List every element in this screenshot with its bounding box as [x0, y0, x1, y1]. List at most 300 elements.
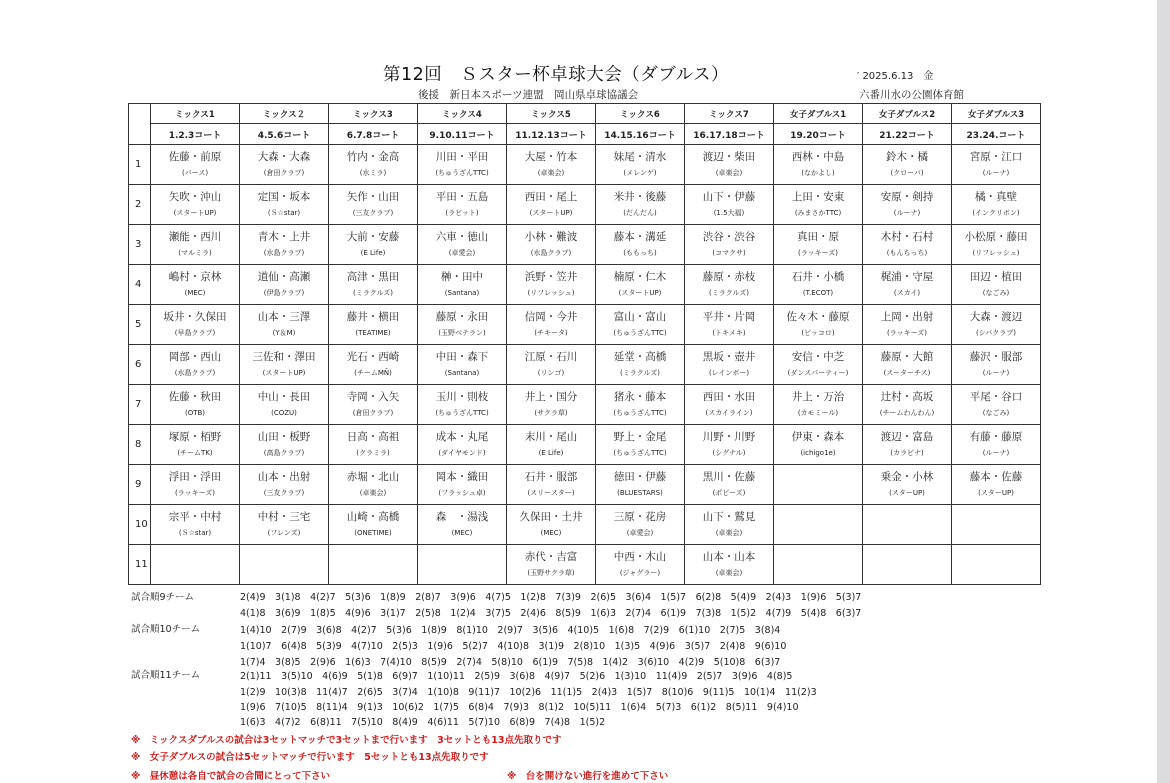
- club-name: (インクリボン): [972, 209, 1020, 217]
- player-pair: 山本・三澤: [257, 311, 311, 323]
- pair-cell: [952, 465, 1041, 505]
- club-name: (MEC): [451, 529, 473, 537]
- pair-cell: [329, 545, 418, 585]
- pair-cell: [240, 145, 329, 185]
- pair-cell: [151, 545, 240, 585]
- pair-cell: [507, 345, 596, 385]
- pair-cell: [240, 505, 329, 545]
- order-line: 1(7)4 3(8)5 2(9)6 1(6)3 7(4)10 8(5)9 2(7)4 5(8)10 6(1)9 7(5)8 1(4)2 3(6)10 4(2)9 5(10)8 6(3)7: [240, 657, 781, 668]
- pair-cell: [418, 425, 507, 465]
- pair-cell: [863, 425, 952, 465]
- player-pair: 野上・金尾: [613, 431, 667, 443]
- table-row: [129, 305, 1041, 345]
- pair-cell: [418, 545, 507, 585]
- pair-cell: [418, 465, 507, 505]
- pair-cell: [863, 265, 952, 305]
- column-header: ミックス6: [596, 104, 685, 124]
- club-name: (スカイライン): [705, 409, 753, 417]
- player-pair: 中田・森下: [435, 351, 489, 363]
- order-line: 1(6)3 4(7)2 6(8)11 7(5)10 8(4)9 4(6)11 5(7)10 6(8)9 7(4)8 1(5)2: [240, 717, 606, 728]
- club-name: (三友クラブ): [263, 489, 305, 497]
- club-name: (卓楽会): [715, 569, 743, 577]
- pair-cell: [952, 345, 1041, 385]
- player-pair: 楠原・仁木: [613, 271, 667, 283]
- pair-cell: [685, 385, 774, 425]
- order-label-10: 試合順10チーム: [131, 624, 201, 635]
- column-header: ミックス3: [329, 104, 418, 124]
- club-name: (カモミール): [797, 409, 839, 417]
- player-pair: 川田・平田: [435, 151, 489, 163]
- pair-cell: [418, 305, 507, 345]
- player-pair: 宗平・中村: [168, 511, 222, 523]
- player-pair: 井上・万治: [791, 391, 845, 403]
- pair-cell: [329, 385, 418, 425]
- pair-cell: [863, 505, 952, 545]
- table-row: [129, 545, 1041, 585]
- club-name: (伊島クラブ): [263, 289, 305, 297]
- club-name: (COZU): [271, 409, 297, 417]
- club-name: (倉田クラブ): [263, 169, 305, 177]
- pair-cell: [240, 305, 329, 345]
- player-pair: 伊東・森本: [791, 431, 845, 443]
- player-pair: 高津・黒田: [346, 271, 400, 283]
- club-name: (メレンゲ): [623, 169, 657, 177]
- pair-cell: [685, 225, 774, 265]
- pair-cell: [863, 465, 952, 505]
- player-pair: 小林・難波: [524, 231, 578, 243]
- club-name: (なごみ): [982, 409, 1010, 417]
- pair-cell: [507, 505, 596, 545]
- player-pair: 佐藤・前原: [168, 151, 222, 163]
- player-pair: 大前・安藤: [346, 231, 400, 243]
- order-line: 1(2)9 10(3)8 11(4)7 2(6)5 3(7)4 1(10)8 9(11)7 10(2)6 11(1)5 2(4)3 1(5)7 8(10)6 9(11)5 10(1)4 11(2)3: [240, 687, 817, 698]
- player-pair: 猪永・藤本: [613, 391, 667, 403]
- club-name: (高島クラブ): [263, 449, 305, 457]
- club-name: (スタートUP): [529, 209, 573, 217]
- club-name: (スタートUP): [262, 369, 306, 377]
- player-pair: 六車・徳山: [435, 231, 489, 243]
- club-name: (Santana): [444, 289, 480, 297]
- player-pair: 光石・西崎: [346, 351, 400, 363]
- table-row: [129, 225, 1041, 265]
- pair-cell: [685, 145, 774, 185]
- pair-cell: [952, 505, 1041, 545]
- player-pair: 辻村・高坂: [880, 391, 934, 403]
- pair-cell: [863, 185, 952, 225]
- pair-cell: [774, 305, 863, 345]
- pair-cell: [151, 425, 240, 465]
- player-pair: 藤原・赤枝: [702, 271, 756, 283]
- pair-cell: [774, 545, 863, 585]
- club-name: (T.ECOT): [802, 289, 834, 297]
- pair-cell: [774, 225, 863, 265]
- column-header: ミックス4: [418, 104, 507, 124]
- club-name: (玉野サクラ草): [527, 569, 575, 577]
- player-pair: 藤本・佐藤: [969, 471, 1023, 483]
- order-line: 1(4)10 2(7)9 3(6)8 4(2)7 5(3)6 1(8)9 8(1)10 2(9)7 3(5)6 4(10)5 1(6)8 7(2)9 6(1)10 2(7)5 3(8)4: [240, 625, 781, 636]
- table-row: [129, 345, 1041, 385]
- column-header: 女子ダブルス1: [774, 104, 863, 124]
- player-pair: 山田・板野: [257, 431, 311, 443]
- club-name: (なかよし): [801, 169, 835, 177]
- player-pair: 岡部・西山: [168, 351, 222, 363]
- row-number: 2: [129, 185, 151, 225]
- pair-cell: [774, 385, 863, 425]
- pair-cell: [240, 345, 329, 385]
- pair-cell: [596, 145, 685, 185]
- pair-cell: [685, 185, 774, 225]
- pair-cell: [240, 385, 329, 425]
- pair-cell: [151, 265, 240, 305]
- player-pair: 米井・後藤: [613, 191, 667, 203]
- player-pair: 平井・片岡: [702, 311, 756, 323]
- pair-cell: [418, 345, 507, 385]
- court-header: 16.17.18コート: [685, 124, 774, 145]
- player-pair: 山下・鷲見: [702, 511, 756, 523]
- club-name: (ルーナ): [982, 169, 1010, 177]
- pair-cell: [151, 385, 240, 425]
- player-pair: 山本・出射: [257, 471, 311, 483]
- player-pair: 山崎・高橋: [346, 511, 400, 523]
- club-name: (卓愛会): [626, 529, 654, 537]
- player-pair: 久保田・土井: [519, 511, 583, 523]
- pair-cell: [863, 305, 952, 345]
- player-pair: 中村・三宅: [257, 511, 311, 523]
- club-name: (TEATIME): [355, 329, 391, 337]
- club-name: (ミラクルズ): [708, 289, 750, 297]
- pair-cell: [863, 225, 952, 265]
- club-name: (OTB): [184, 409, 206, 417]
- note-mixed: ※ ミックスダブルスの試合は3セットマッチで3セットまで行います 3セットとも13点先取りです: [131, 735, 562, 746]
- pair-cell: [418, 225, 507, 265]
- club-name: (もんちっち): [886, 249, 928, 257]
- pair-cell: [507, 225, 596, 265]
- pair-cell: [774, 185, 863, 225]
- club-name: (バース): [181, 169, 209, 177]
- pair-cell: [329, 305, 418, 345]
- player-pair: 大森・渡辺: [969, 311, 1023, 323]
- club-name: (ちゅうざんTTC): [613, 409, 667, 417]
- club-name: (卓楽会): [715, 169, 743, 177]
- pair-cell: [596, 465, 685, 505]
- pair-cell: [507, 265, 596, 305]
- club-name: (ルーナ): [982, 449, 1010, 457]
- pair-cell: [418, 145, 507, 185]
- player-pair: 大森・大森: [257, 151, 311, 163]
- club-name: (ダイヤモンド): [438, 449, 486, 457]
- page-title: 第12回 Ｓスター杯卓球大会（ダブルス）: [383, 65, 730, 85]
- pair-cell: [507, 185, 596, 225]
- player-pair: 藤本・溝延: [613, 231, 667, 243]
- player-pair: 渡辺・柴田: [702, 151, 756, 163]
- club-name: (ラッキーズ): [175, 489, 215, 497]
- player-pair: 佐藤・秋田: [168, 391, 222, 403]
- pair-cell: [329, 505, 418, 545]
- pair-cell: [952, 225, 1041, 265]
- table-row: [129, 505, 1041, 545]
- club-name: (水島クラブ): [174, 369, 216, 377]
- club-name: (チキータ): [534, 329, 568, 337]
- pair-cell: [952, 305, 1041, 345]
- club-name: (ちゅうざんTTC): [613, 329, 667, 337]
- club-name: (コマクサ): [712, 249, 746, 257]
- pair-cell: [240, 425, 329, 465]
- club-name: (Ｓ☆star): [267, 209, 301, 217]
- page-edge: [1157, 0, 1170, 783]
- player-pair: 安原・剣持: [880, 191, 934, 203]
- order-line: 4(1)8 3(6)9 1(8)5 4(9)6 3(1)7 2(5)8 1(2)4 3(7)5 2(4)6 8(5)9 1(6)3 2(7)4 6(1)9 7(3)8 1(5)2 4(7)9 5(4)8 6(3)7: [240, 608, 862, 619]
- pair-cell: [151, 305, 240, 345]
- pair-cell: [329, 425, 418, 465]
- club-name: (ポピーズ): [712, 489, 746, 497]
- pair-cell: [507, 465, 596, 505]
- club-name: (ちゅうざんTTC): [613, 449, 667, 457]
- club-name: (早島クラブ): [174, 329, 216, 337]
- club-name: (ラッキーズ): [798, 249, 838, 257]
- club-name: (スタートUP): [173, 209, 217, 217]
- pair-cell: [596, 385, 685, 425]
- club-name: (ちゅうざんTTC): [435, 409, 489, 417]
- pair-cell: [507, 305, 596, 345]
- club-name: (ルーナ): [893, 209, 921, 217]
- club-name: (E Life): [360, 249, 386, 257]
- pair-cell: [774, 345, 863, 385]
- club-name: (水島クラブ): [530, 249, 572, 257]
- player-pair: 山本・山本: [702, 551, 756, 563]
- player-pair: 藤原・永田: [435, 311, 489, 323]
- player-pair: 渡辺・富島: [880, 431, 934, 443]
- player-pair: 藤沢・服部: [969, 351, 1023, 363]
- player-pair: 平尾・谷口: [969, 391, 1023, 403]
- pair-cell: [596, 545, 685, 585]
- event-date: ′ 2025.6.13 金: [857, 71, 934, 82]
- pair-cell: [774, 465, 863, 505]
- club-name: (リンゴ): [537, 369, 565, 377]
- club-name: (Ｓ☆star): [178, 529, 212, 537]
- club-name: (トキメキ): [712, 329, 746, 337]
- club-name: (カラビナ): [890, 449, 924, 457]
- player-pair: 玉川・則枝: [435, 391, 489, 403]
- row-number: 4: [129, 265, 151, 305]
- player-pair: 日高・高祖: [346, 431, 400, 443]
- player-pair: 成本・丸尾: [435, 431, 489, 443]
- player-pair: 宮原・江口: [969, 151, 1023, 163]
- player-pair: 矢吹・沖山: [168, 191, 222, 203]
- row-number: 3: [129, 225, 151, 265]
- court-header: 9.10.11コート: [418, 124, 507, 145]
- pair-cell: [685, 345, 774, 385]
- club-name: (チームMÑ): [354, 369, 392, 377]
- player-pair: 坂井・久保田: [163, 311, 227, 323]
- pair-cell: [596, 425, 685, 465]
- pair-cell: [685, 505, 774, 545]
- pair-cell: [151, 225, 240, 265]
- pair-cell: [685, 545, 774, 585]
- pair-cell: [952, 545, 1041, 585]
- club-name: (サクラ草): [534, 409, 568, 417]
- player-pair: 橘・真壁: [975, 191, 1017, 203]
- club-name: (MEC): [540, 529, 562, 537]
- venue: 六番川水の公園体育館: [859, 89, 964, 101]
- player-pair: 安信・中芝: [791, 351, 845, 363]
- player-pair: 矢作・山田: [346, 191, 400, 203]
- player-pair: 乗金・小林: [880, 471, 934, 483]
- club-name: (玉野ベテラン): [438, 329, 486, 337]
- court-header: 1.2.3コート: [151, 124, 240, 145]
- pairing-table-body: [129, 104, 1041, 585]
- pairing-table: [128, 103, 1041, 585]
- player-pair: 渋谷・渋谷: [702, 231, 756, 243]
- pair-cell: [863, 145, 952, 185]
- club-name: (ジャグラー): [619, 569, 661, 577]
- player-pair: 三原・花房: [613, 511, 667, 523]
- table-row: [129, 465, 1041, 505]
- club-name: (フレンズ): [267, 529, 301, 537]
- pair-cell: [596, 225, 685, 265]
- player-pair: 西林・中島: [791, 151, 845, 163]
- order-label-9: 試合順9チーム: [131, 592, 195, 603]
- player-pair: 信岡・今井: [524, 311, 578, 323]
- club-name: (卓楽会): [715, 529, 743, 537]
- club-name: (ichigo1e): [800, 449, 836, 457]
- club-name: (シバクラブ): [976, 329, 1016, 337]
- player-pair: 黒坂・壺井: [702, 351, 756, 363]
- player-pair: 榊・田中: [441, 271, 483, 283]
- player-pair: 藤井・横田: [346, 311, 400, 323]
- club-name: (フラッシュ卓): [438, 489, 486, 497]
- table-row: [129, 145, 1041, 185]
- court-header: 11.12.13コート: [507, 124, 596, 145]
- player-pair: 木村・石村: [880, 231, 934, 243]
- court-header: 21.22コート: [863, 124, 952, 145]
- order-line: 2(1)11 3(5)10 4(6)9 5(1)8 6(9)7 1(10)11 2(5)9 3(6)8 4(9)7 5(2)6 1(3)10 11(4)9 2(5)7 3(9)6 4(8)5: [240, 671, 793, 682]
- order-line: 1(9)6 7(10)5 8(11)4 9(1)3 10(6)2 1(7)5 6(8)4 7(9)3 8(1)2 10(5)11 1(6)4 5(7)3 6(1)2 8(5)11 9(4)10: [240, 702, 799, 713]
- club-name: (なごみ): [982, 289, 1010, 297]
- column-header: ミックス7: [685, 104, 774, 124]
- pair-cell: [863, 545, 952, 585]
- pair-cell: [240, 545, 329, 585]
- club-name: (水ミラ): [359, 169, 387, 177]
- player-pair: 三佐和・澤田: [252, 351, 316, 363]
- row-number: 11: [129, 545, 151, 585]
- player-pair: 藤原・大館: [880, 351, 934, 363]
- club-name: (卓楽会): [537, 169, 565, 177]
- player-pair: 浮田・浮田: [168, 471, 222, 483]
- row-number: 1: [129, 145, 151, 185]
- club-name: (Santana): [444, 369, 480, 377]
- club-name: (ピッコロ): [801, 329, 835, 337]
- player-pair: 山下・伊藤: [702, 191, 756, 203]
- player-pair: 嶋村・京林: [168, 271, 222, 283]
- table-row: [129, 265, 1041, 305]
- pair-cell: [240, 185, 329, 225]
- club-name: (ラビット): [445, 209, 479, 217]
- pair-cell: [151, 145, 240, 185]
- note-womens: ※ 女子ダブルスの試合は5セットマッチで行います 5セットとも13点先取りです: [131, 752, 489, 763]
- pair-cell: [774, 145, 863, 185]
- pair-cell: [418, 385, 507, 425]
- pair-cell: [596, 505, 685, 545]
- table-row: [129, 425, 1041, 465]
- club-name: (ミラクルズ): [352, 289, 394, 297]
- order-line: 1(10)7 6(4)8 5(3)9 4(7)10 2(5)3 1(9)6 5(2)7 4(10)8 3(1)9 2(8)10 1(3)5 4(9)6 3(5)7 2(4)8 9(6)10: [240, 641, 787, 652]
- pair-cell: [418, 265, 507, 305]
- column-header: 女子ダブルス3: [952, 104, 1041, 124]
- player-pair: 小松原・藤田: [964, 231, 1028, 243]
- pair-cell: [151, 505, 240, 545]
- pair-cell: [685, 425, 774, 465]
- club-name: (BLUESTARS): [617, 489, 663, 497]
- court-header: 14.15.16コート: [596, 124, 685, 145]
- player-pair: 西田・水田: [702, 391, 756, 403]
- club-name: (ちゅうざんTTC): [435, 169, 489, 177]
- pair-cell: [329, 185, 418, 225]
- club-name: (1.5大福): [713, 209, 745, 217]
- pair-cell: [329, 145, 418, 185]
- club-name: (リフレッシュ): [972, 249, 1020, 257]
- player-pair: 上岡・出射: [880, 311, 934, 323]
- club-name: (ミラクルズ): [619, 369, 661, 377]
- club-name: (だんだん): [623, 209, 657, 217]
- club-name: (シグナル): [712, 449, 746, 457]
- player-pair: 富山・富山: [613, 311, 667, 323]
- player-pair: 塚原・栢野: [168, 431, 222, 443]
- player-pair: 有藤・藤原: [969, 431, 1023, 443]
- court-header: 6.7.8コート: [329, 124, 418, 145]
- player-pair: 中西・木山: [613, 551, 667, 563]
- court-header: 23.24.コート: [952, 124, 1041, 145]
- club-name: (スターUP): [978, 489, 1014, 497]
- pair-cell: [952, 385, 1041, 425]
- note-lunch: ※ 昼休憩は各自で試合の合間にとって下さい: [131, 771, 331, 782]
- club-name: (ONETIME): [354, 529, 392, 537]
- player-pair: 赤代・吉富: [524, 551, 578, 563]
- pair-cell: [596, 305, 685, 345]
- club-name: (卓愛会): [448, 249, 476, 257]
- sponsor-line: 後援 新日本スポーツ連盟 岡山県卓球協議会: [418, 89, 639, 101]
- pair-cell: [507, 545, 596, 585]
- club-name: (ももっち): [623, 249, 657, 257]
- club-name: (倉田クラブ): [352, 409, 394, 417]
- table-row: [129, 185, 1041, 225]
- pair-cell: [863, 385, 952, 425]
- club-name: (スーターチス): [883, 369, 931, 377]
- order-label-11: 試合順11チーム: [131, 670, 201, 681]
- club-name: (ダンスパーティー): [787, 369, 849, 377]
- player-pair: 竹内・金高: [346, 151, 400, 163]
- player-pair: 瀬能・西川: [168, 231, 222, 243]
- player-pair: 末川・尾山: [524, 431, 578, 443]
- club-name: (スカイ): [893, 289, 921, 297]
- corner-cell: [129, 104, 151, 145]
- player-pair: 道仙・高瀬: [257, 271, 311, 283]
- club-name: (Y＆M): [272, 329, 296, 337]
- player-pair: 黒川・佐藤: [702, 471, 756, 483]
- pair-cell: [240, 225, 329, 265]
- pair-cell: [685, 265, 774, 305]
- pair-cell: [685, 465, 774, 505]
- club-name: (チームTK): [177, 449, 213, 457]
- player-pair: 井上・国分: [524, 391, 578, 403]
- pair-cell: [240, 465, 329, 505]
- club-name: (クローバ): [890, 169, 924, 177]
- court-header: 4.5.6コート: [240, 124, 329, 145]
- player-pair: 浜野・笠井: [524, 271, 578, 283]
- player-pair: 佐々木・藤原: [786, 311, 850, 323]
- club-name: (三友クラブ): [352, 209, 394, 217]
- player-pair: 江原・石川: [524, 351, 578, 363]
- row-number: 5: [129, 305, 151, 345]
